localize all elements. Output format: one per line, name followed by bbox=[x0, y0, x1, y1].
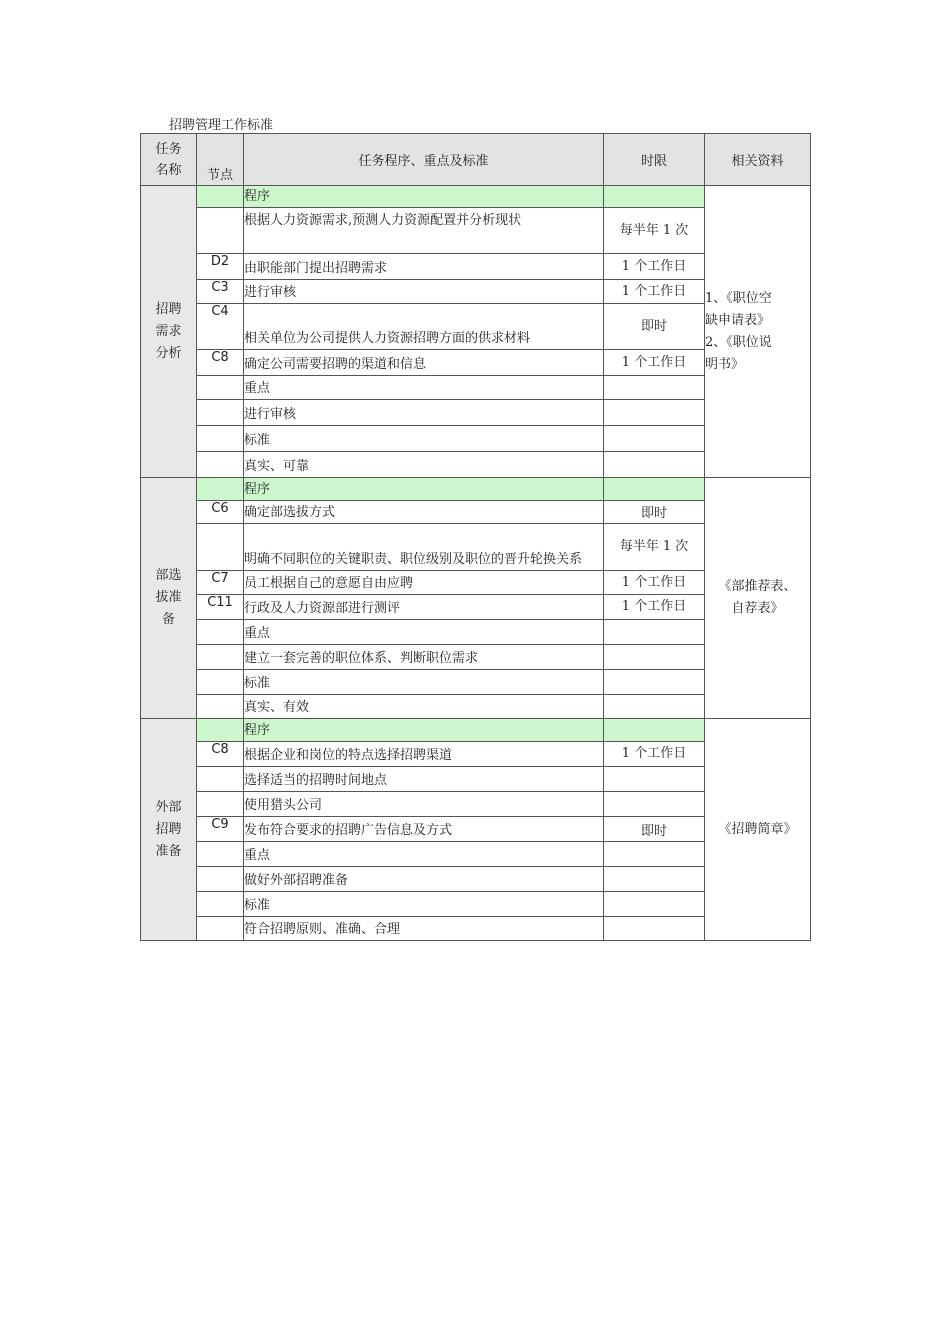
header-task-name-line1: 任务 bbox=[155, 141, 182, 157]
time-limit-cell bbox=[604, 917, 705, 941]
procedure-cell: 程序 bbox=[244, 719, 604, 742]
node-cell bbox=[197, 645, 244, 670]
procedure-cell: 程序 bbox=[244, 478, 604, 501]
node-cell bbox=[197, 767, 244, 792]
node-cell: C11 bbox=[197, 595, 244, 620]
header-ref: 相关资料 bbox=[705, 134, 811, 186]
table-row bbox=[141, 719, 811, 742]
task-name-line: 拔准 bbox=[155, 590, 182, 605]
time-limit-cell bbox=[604, 719, 705, 742]
procedure-cell: 做好外部招聘准备 bbox=[244, 867, 604, 892]
header-procedure: 任务程序、重点及标准 bbox=[244, 134, 604, 186]
time-limit-cell bbox=[604, 892, 705, 917]
header-task-name bbox=[141, 134, 197, 186]
node-cell bbox=[197, 892, 244, 917]
task-name-cell bbox=[141, 186, 197, 478]
node-cell bbox=[197, 400, 244, 426]
node-cell bbox=[197, 620, 244, 645]
procedure-cell: 使用猎头公司 bbox=[244, 792, 604, 817]
table-header-row bbox=[141, 134, 811, 186]
procedure-cell: 标准 bbox=[244, 426, 604, 452]
time-limit-cell: 1 个工作日 bbox=[604, 742, 705, 767]
procedure-cell: 相关单位为公司提供人力资源招聘方面的供求材料 bbox=[244, 304, 604, 350]
time-limit-cell bbox=[604, 620, 705, 645]
node-cell bbox=[197, 208, 244, 254]
task-name-cell bbox=[141, 478, 197, 719]
node-cell bbox=[197, 695, 244, 719]
node-cell bbox=[197, 917, 244, 941]
related-material-line: 1、《职位空 bbox=[705, 290, 772, 306]
procedure-cell: 根据企业和岗位的特点选择招聘渠道 bbox=[244, 742, 604, 767]
related-material-line: 明书》 bbox=[705, 356, 745, 372]
time-limit-cell: 即时 bbox=[604, 817, 705, 842]
node-cell bbox=[197, 376, 244, 400]
time-limit-cell: 1 个工作日 bbox=[604, 254, 705, 280]
time-limit-cell bbox=[604, 478, 705, 501]
node-cell: C8 bbox=[197, 350, 244, 376]
node-cell bbox=[197, 842, 244, 867]
procedure-cell: 确定部选拔方式 bbox=[244, 501, 604, 524]
node-cell bbox=[197, 792, 244, 817]
time-limit-cell bbox=[604, 867, 705, 892]
time-limit-cell bbox=[604, 695, 705, 719]
time-limit-cell bbox=[604, 792, 705, 817]
procedure-cell: 进行审核 bbox=[244, 400, 604, 426]
node-cell bbox=[197, 186, 244, 208]
time-limit-cell bbox=[604, 670, 705, 695]
task-name-cell bbox=[141, 719, 197, 941]
node-cell: C4 bbox=[197, 304, 244, 350]
task-name-line: 需求 bbox=[155, 323, 182, 339]
procedure-cell: 员工根据自己的意愿自由应聘 bbox=[244, 571, 604, 595]
procedure-cell: 选择适当的招聘时间地点 bbox=[244, 767, 604, 792]
time-limit-cell: 每半年 1 次 bbox=[604, 208, 705, 254]
time-limit-cell: 1 个工作日 bbox=[604, 280, 705, 304]
node-cell: C6 bbox=[197, 501, 244, 524]
related-material-line: 《部推荐表、 bbox=[718, 579, 797, 594]
node-cell bbox=[197, 478, 244, 501]
node-cell bbox=[197, 426, 244, 452]
node-cell bbox=[197, 867, 244, 892]
procedure-cell: 真实、可靠 bbox=[244, 452, 604, 478]
task-name-line: 备 bbox=[161, 612, 175, 627]
time-limit-cell bbox=[604, 842, 705, 867]
time-limit-cell bbox=[604, 186, 705, 208]
time-limit-cell: 1 个工作日 bbox=[604, 350, 705, 376]
document-title: 招聘管理工作标准 bbox=[169, 118, 274, 133]
related-material-line: 自荐表》 bbox=[731, 601, 784, 616]
task-name-line: 部选 bbox=[155, 568, 182, 583]
node-cell: C9 bbox=[197, 817, 244, 842]
procedure-cell: 行政及人力资源部进行测评 bbox=[244, 595, 604, 620]
time-limit-cell: 即时 bbox=[604, 501, 705, 524]
node-cell bbox=[197, 670, 244, 695]
node-cell bbox=[197, 452, 244, 478]
procedure-cell: 重点 bbox=[244, 376, 604, 400]
task-name-line: 外部 bbox=[155, 799, 182, 815]
procedure-cell: 真实、有效 bbox=[244, 695, 604, 719]
procedure-cell: 发布符合要求的招聘广告信息及方式 bbox=[244, 817, 604, 842]
task-name-line: 招聘 bbox=[155, 301, 182, 317]
procedure-cell: 标准 bbox=[244, 892, 604, 917]
procedure-cell: 重点 bbox=[244, 620, 604, 645]
table-row bbox=[141, 186, 811, 208]
node-cell bbox=[197, 719, 244, 742]
table-row bbox=[141, 478, 811, 501]
procedure-cell: 标准 bbox=[244, 670, 604, 695]
procedure-cell: 明确不同职位的关键职责、职位级别及职位的晋升轮换关系 bbox=[244, 524, 604, 571]
related-material-line: 2、《职位说 bbox=[705, 334, 772, 350]
node-cell: C8 bbox=[197, 742, 244, 767]
time-limit-cell bbox=[604, 426, 705, 452]
time-limit-cell: 即时 bbox=[604, 304, 705, 350]
related-materials-cell bbox=[705, 478, 811, 719]
node-cell: C7 bbox=[197, 571, 244, 595]
procedure-cell: 由职能部门提出招聘需求 bbox=[244, 254, 604, 280]
task-name-line: 招聘 bbox=[155, 821, 182, 837]
header-task-name-line2: 名称 bbox=[155, 162, 182, 178]
time-limit-cell bbox=[604, 452, 705, 478]
header-time: 时限 bbox=[604, 134, 705, 186]
time-limit-cell bbox=[604, 645, 705, 670]
related-materials-cell bbox=[705, 186, 811, 478]
header-node: 节点 bbox=[197, 134, 244, 186]
related-material-line: 《招聘简章》 bbox=[718, 821, 797, 837]
task-name-line: 准备 bbox=[155, 843, 182, 859]
node-cell: D2 bbox=[197, 254, 244, 280]
related-materials-cell bbox=[705, 719, 811, 941]
task-name-line: 分析 bbox=[155, 345, 182, 361]
recruitment-standard-table bbox=[140, 133, 811, 941]
time-limit-cell bbox=[604, 767, 705, 792]
procedure-cell: 重点 bbox=[244, 842, 604, 867]
procedure-cell: 确定公司需要招聘的渠道和信息 bbox=[244, 350, 604, 376]
time-limit-cell: 1 个工作日 bbox=[604, 571, 705, 595]
time-limit-cell bbox=[604, 376, 705, 400]
related-material-line: 缺申请表》 bbox=[705, 312, 771, 328]
node-cell bbox=[197, 524, 244, 571]
time-limit-cell: 1 个工作日 bbox=[604, 595, 705, 620]
time-limit-cell bbox=[604, 400, 705, 426]
procedure-cell: 符合招聘原则、准确、合理 bbox=[244, 917, 604, 941]
procedure-cell: 根据人力资源需求,预测人力资源配置并分析现状 bbox=[244, 208, 604, 254]
procedure-cell: 建立一套完善的职位体系、判断职位需求 bbox=[244, 645, 604, 670]
procedure-cell: 进行审核 bbox=[244, 280, 604, 304]
node-cell: C3 bbox=[197, 280, 244, 304]
time-limit-cell: 每半年 1 次 bbox=[604, 524, 705, 571]
procedure-cell: 程序 bbox=[244, 186, 604, 208]
